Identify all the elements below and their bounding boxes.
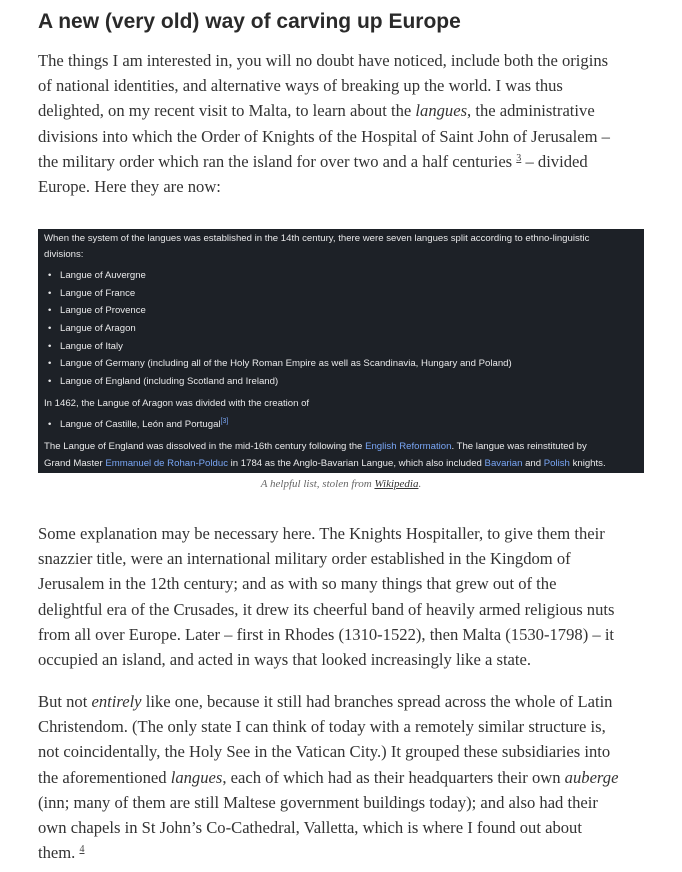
- bullet-icon: •: [48, 341, 52, 352]
- link-polish[interactable]: Polish: [543, 458, 570, 469]
- text-line: [38, 765, 646, 790]
- list-item: [48, 305, 146, 316]
- list-item-label: Langue of Italy: [60, 341, 123, 352]
- emphasis-auberge: auberge: [564, 767, 619, 787]
- text-span: like one, because it still had branches spread across the whole of Latin: [141, 692, 613, 711]
- reference-link[interactable]: [3]: [220, 418, 229, 425]
- wikipedia-link[interactable]: Wikipedia: [374, 478, 419, 490]
- text-span: . The langue was reinstituted by: [451, 441, 587, 452]
- text-line: (inn; many of them are still Maltese government buildings today); and also had their: [38, 792, 598, 812]
- text-span: Grand Master: [44, 458, 106, 469]
- text-line: snazzier title, were an international military order established in the Kingdom of: [38, 549, 571, 569]
- list-item-label: Langue of Castille, León and Portugal: [60, 419, 221, 430]
- list-item-label: Langue of Aragon: [60, 323, 136, 334]
- image-caption: [38, 478, 644, 490]
- footnote-link-3[interactable]: 3: [516, 152, 522, 164]
- list-item: [48, 358, 512, 369]
- list-item-label: Langue of England (including Scotland and Ireland): [60, 376, 279, 387]
- list-item-label: Langue of Auvergne: [60, 270, 146, 281]
- emphasis-langues: langues: [415, 101, 468, 121]
- text-line: not coincidentally, the Holy See in the Vatican City.) It grouped these subsidiaries into: [38, 742, 611, 762]
- list-item: [48, 288, 135, 299]
- text-line: Jerusalem in the 12th century; and as with so many things that grew out of the: [38, 574, 557, 594]
- list-item: [48, 323, 136, 334]
- wikipedia-screenshot: [38, 229, 644, 473]
- bullet-icon: •: [48, 270, 52, 281]
- footnote-link-4[interactable]: 4: [79, 844, 85, 856]
- link-rohan-polduc[interactable]: Emmanuel de Rohan-Polduc: [105, 458, 228, 469]
- bullet-icon: •: [48, 358, 52, 369]
- text-span: , each of which had as their headquarters their own: [222, 767, 565, 787]
- text-span: in 1784 as the Anglo-Bavarian Langue, which also included: [228, 458, 485, 469]
- shot-intro-line: When the system of the langues was established in the 14th century, there were seven langues split according to ethno-linguistic: [44, 233, 590, 244]
- emphasis-entirely: entirely: [91, 692, 142, 711]
- text-line: [38, 689, 646, 714]
- list-item-label: Langue of France: [60, 288, 136, 299]
- text-line: of national identities, and alternative ways of breaking up the world. I was thus: [38, 76, 563, 96]
- bullet-icon: •: [48, 305, 52, 316]
- shot-intro-line: divisions:: [44, 249, 84, 260]
- caption-end: .: [418, 478, 422, 490]
- shot-mid-line: In 1462, the Langue of Aragon was divided with the creation of: [44, 398, 310, 409]
- text-span: the military order which ran the island for over two and a half centuries: [38, 151, 517, 171]
- text-line: Christendom. (The only state I can think of today with a remotely similar structure is,: [38, 717, 606, 737]
- paragraph-structure: [38, 689, 646, 865]
- bullet-icon: •: [48, 288, 52, 299]
- text-span: them.: [38, 843, 80, 863]
- link-bavarian[interactable]: Bavarian: [484, 458, 523, 469]
- text-span: But not: [38, 692, 92, 711]
- text-line: divisions into which the Order of Knights of the Hospital of Saint John of Jerusalem –: [38, 126, 610, 146]
- list-item: [48, 341, 123, 352]
- list-item-label: Langue of Germany (including all of the Holy Roman Empire as well as Scandinavia, Hungary and Poland): [60, 358, 512, 369]
- text-line: [38, 149, 646, 174]
- text-line: [38, 98, 646, 123]
- text-span: – divided: [521, 151, 588, 171]
- text-span: , the administrative: [467, 101, 595, 121]
- text-span: knights.: [569, 458, 606, 469]
- list-item: [48, 270, 146, 281]
- text-line: Some explanation may be necessary here. The Knights Hospitaller, to give them their: [38, 524, 605, 543]
- text-line: delightful era of the Crusades, it drew its cheerful band of heavily armed religious nuts: [38, 599, 615, 619]
- text-line: own chapels in St John’s Co-Cathedral, Valletta, which is where I found out about: [38, 818, 582, 838]
- bullet-icon: •: [48, 376, 52, 387]
- text-span: The Langue of England was dissolved in the mid-16th century following the: [44, 441, 366, 452]
- text-span: delighted, on my recent visit to Malta, to learn about the: [38, 101, 416, 121]
- bullet-icon: •: [48, 419, 52, 430]
- paragraph-explanation: [38, 521, 646, 672]
- text-line: occupied an island, and acted in ways that looked increasingly like a state.: [38, 650, 532, 670]
- emphasis-langues: langues: [170, 767, 223, 787]
- paragraph-intro: [38, 48, 646, 199]
- link-english-reformation[interactable]: English Reformation: [365, 441, 452, 452]
- list-item-label: Langue of Provence: [60, 305, 146, 316]
- list-item: [48, 419, 228, 430]
- shot-end-line: [44, 441, 587, 452]
- article-heading: A new (very old) way of carving up Europe: [38, 10, 461, 33]
- shot-end-line: [44, 458, 606, 469]
- text-span: and: [522, 458, 544, 469]
- text-line: [38, 840, 646, 865]
- text-line: The things I am interested in, you will no doubt have noticed, include both the origins: [38, 51, 609, 70]
- text-line: Europe. Here they are now:: [38, 177, 221, 197]
- list-item: [48, 376, 278, 387]
- bullet-icon: •: [48, 323, 52, 334]
- text-span: the aforementioned: [38, 767, 171, 787]
- text-line: from all over Europe. Later – first in Rhodes (1310-1522), then Malta (1530-1798) – it: [38, 624, 615, 644]
- caption-text: A helpful list, stolen from: [260, 478, 375, 490]
